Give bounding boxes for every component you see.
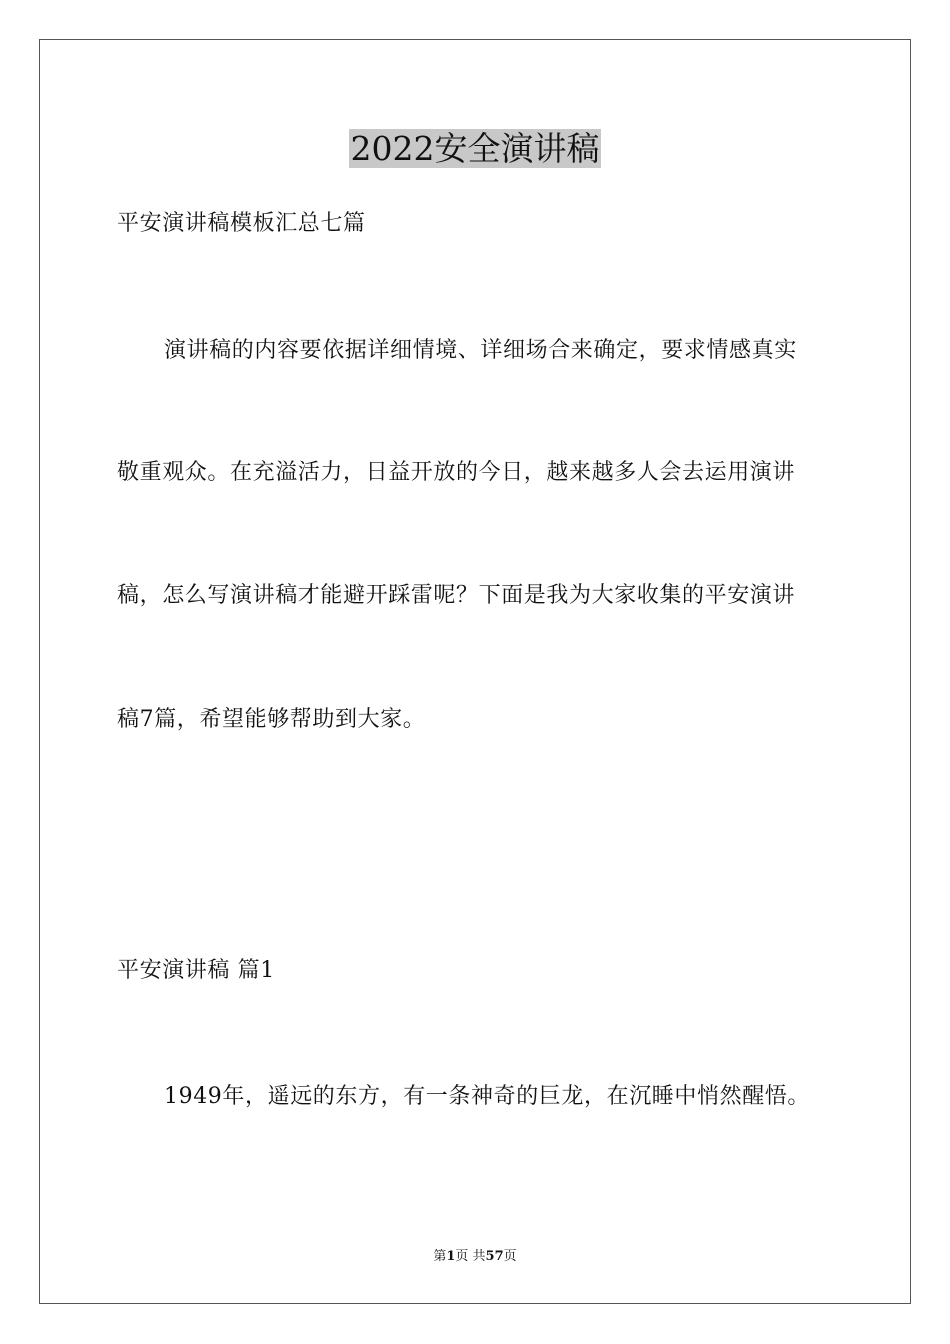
intro-line-4: 稿7篇，希望能够帮助到大家。 <box>117 707 426 732</box>
footer-prefix: 第 <box>433 1249 447 1264</box>
footer-total-pages: 57 <box>485 1249 504 1264</box>
section-first-line: 1949年，遥远的东方，有一条神奇的巨龙，在沉睡中悄然醒悟。 <box>164 1084 810 1109</box>
footer-current-page: 1 <box>446 1249 456 1264</box>
intro-line-2: 敬重观众。在充溢活力，日益开放的今日，越来越多人会去运用演讲 <box>117 460 796 485</box>
section-heading: 平安演讲稿 篇1 <box>117 958 275 983</box>
footer-suffix: 页 <box>503 1249 517 1264</box>
document-title <box>0 128 950 170</box>
footer-mid: 页 共 <box>455 1249 486 1264</box>
document-subtitle: 平安演讲稿模板汇总七篇 <box>117 211 366 236</box>
page-footer <box>0 1248 950 1266</box>
intro-line-3: 稿，怎么写演讲稿才能避开踩雷呢？下面是我为大家收集的平安演讲 <box>117 583 796 608</box>
intro-line-1: 演讲稿的内容要依据详细情境、详细场合来确定，要求情感真实 <box>164 338 797 363</box>
document-title-text: 2022安全演讲稿 <box>350 129 600 168</box>
